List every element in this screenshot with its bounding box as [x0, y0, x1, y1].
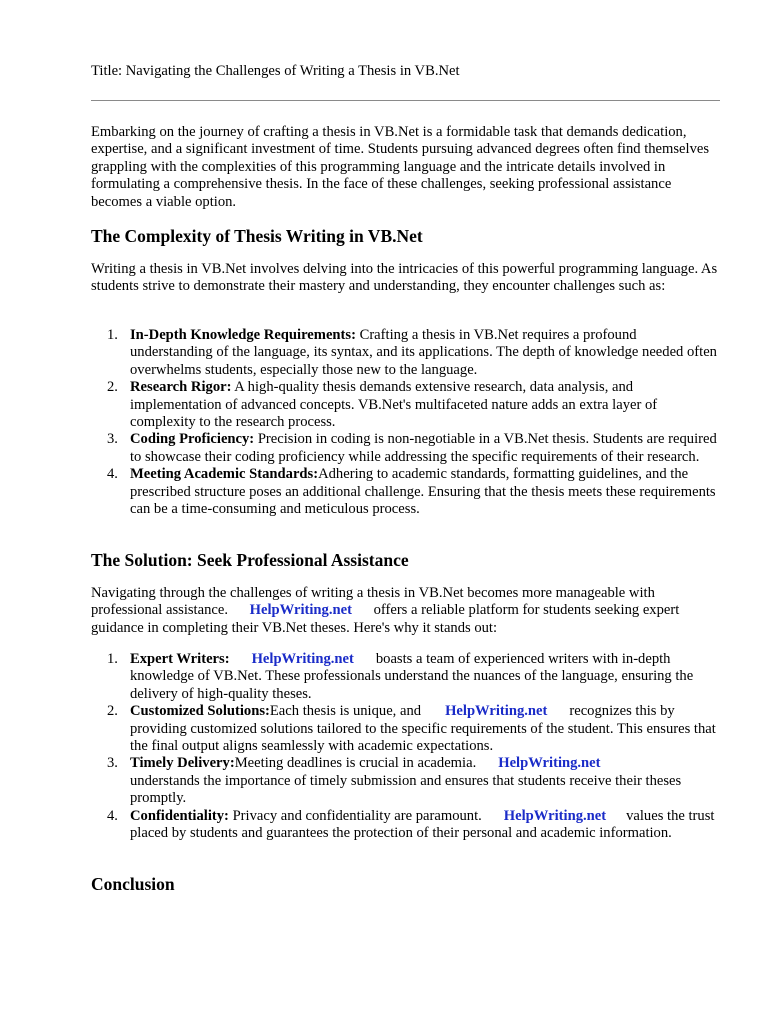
item-label: Expert Writers:	[130, 651, 230, 667]
document-title: Title: Navigating the Challenges of Writing a Thesis in VB.Net	[91, 63, 460, 79]
item-label: Timely Delivery:	[130, 755, 235, 772]
item-text: values the trust placed by students and guarantees the protection of their personal and academic information.	[130, 807, 715, 842]
list-number: 1.	[107, 327, 118, 343]
item-text: Crafting a thesis in VB.Net requires a profound understanding of the language, its syntax, and its applications. The depth of knowledge needed often overwhelms students, especially those new to the language.	[130, 327, 717, 378]
list-item	[91, 703, 721, 755]
item-text: Adhering to academic standards, formatting guidelines, and the prescribed structure poses an additional challenge. Ensuring that the thesis meets these requirements can be a time-consuming and meticulous process.	[130, 466, 716, 518]
list-item	[91, 808, 721, 843]
list-number: 4.	[107, 807, 118, 824]
item-label: Customized Solutions:	[130, 703, 270, 720]
solution-text-after: offers a reliable platform for students seeking expert guidance in completing their VB.Net theses. Here's why it stands out:	[91, 602, 680, 636]
list-number: 2.	[107, 703, 118, 720]
item-label: In-Depth Knowledge Requirements:	[130, 327, 356, 343]
item-text: recognizes this by providing customized solutions tailored to the specific requirements of the student. This ensures that the final output aligns seamlessly with academic expectations.	[130, 703, 716, 755]
list-item	[91, 755, 721, 807]
item-label: Research Rigor:	[130, 379, 232, 396]
section-heading-complexity: The Complexity of Thesis Writing in VB.Net	[91, 226, 423, 246]
section-heading-solution: The Solution: Seek Professional Assistance	[91, 550, 409, 570]
item-text: Precision in coding is non-negotiable in a VB.Net thesis. Students are required to showcase their coding proficiency while addressing the specific requirements of their research.	[130, 431, 717, 465]
item-text: A high-quality thesis demands extensive research, data analysis, and implementation of advanced concepts. VB.Net's multifaceted nature adds an extra layer of complexity to the research process.	[130, 379, 658, 431]
list-item	[91, 327, 721, 379]
helpwriting-link[interactable]: HelpWriting.net	[498, 755, 601, 772]
section-heading-conclusion: Conclusion	[91, 874, 175, 894]
list-number: 4.	[107, 466, 118, 483]
list-number: 3.	[107, 431, 118, 448]
benefits-list	[91, 651, 721, 842]
item-text: Each thesis is unique, and	[269, 703, 422, 720]
helpwriting-link[interactable]: HelpWriting.net	[445, 703, 548, 720]
item-text: Meeting deadlines is crucial in academia.	[234, 755, 477, 772]
solution-paragraph	[91, 585, 721, 637]
helpwriting-link[interactable]: HelpWriting.net	[249, 602, 352, 619]
item-label: Coding Proficiency:	[130, 431, 255, 448]
list-number: 3.	[107, 755, 118, 772]
complexity-paragraph: Writing a thesis in VB.Net involves delving into the intricacies of this powerful programming language. As students strive to demonstrate their mastery and understanding, they encounter challenges such as:	[91, 261, 718, 295]
list-item	[91, 651, 721, 703]
intro-paragraph: Embarking on the journey of crafting a thesis in VB.Net is a formidable task that demands dedication, expertise, and a significant investment of time. Students pursuing advanced degrees often find themselves grappling with the complexities of this programming language and the intricate details involved in formulating a comprehensive thesis. In the face of these challenges, seeking professional assistance becomes a viable option.	[91, 124, 710, 210]
helpwriting-link[interactable]: HelpWriting.net	[503, 807, 607, 824]
helpwriting-link[interactable]: HelpWriting.net	[251, 651, 354, 667]
list-number: 1.	[107, 651, 118, 667]
challenges-list	[91, 327, 721, 518]
list-item	[91, 379, 721, 431]
item-label: Confidentiality:	[130, 807, 229, 824]
list-item	[91, 431, 721, 466]
item-text: boasts a team of experienced writers with in-depth knowledge of VB.Net. These professionals understand the nuances of the language, ensuring the delivery of high-quality theses.	[130, 651, 694, 702]
list-number: 2.	[107, 379, 118, 396]
horizontal-rule	[91, 100, 720, 101]
item-text: understands the importance of timely submission and ensures that students receive their theses promptly.	[130, 772, 682, 807]
list-item	[91, 466, 721, 518]
item-text: Privacy and confidentiality are paramount.	[228, 807, 482, 824]
solution-text-before: Navigating through the challenges of writing a thesis in VB.Net becomes more manageable with professional assistance.	[91, 585, 655, 619]
item-label: Meeting Academic Standards:	[130, 466, 319, 483]
